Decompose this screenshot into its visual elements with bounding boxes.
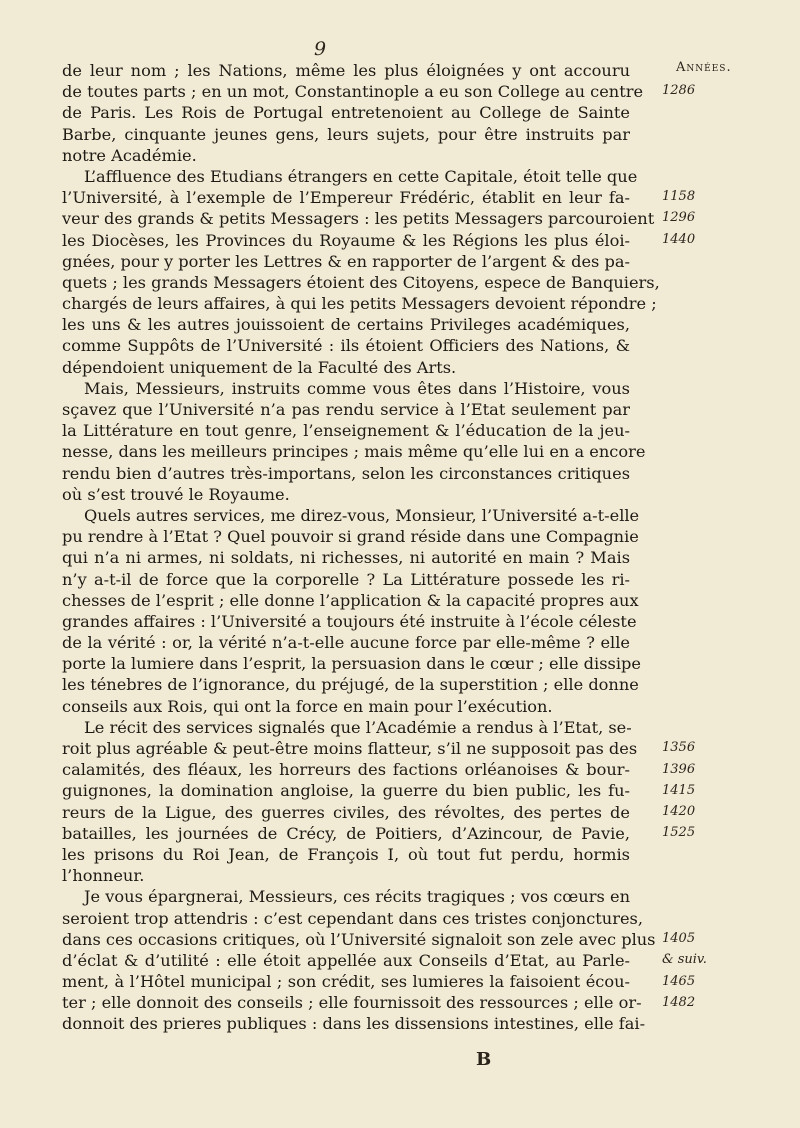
text-line: batailles, les journées de Crécy, de Poitiers, d’Azincour, de Pavie, [62,823,630,843]
margin-year: 1420 [662,804,696,819]
text-line: l’honneur. [62,866,145,886]
text-line: notre Académie. [62,145,197,165]
margin-year: 1158 [662,189,696,205]
text-line: d’éclat & d’utilité : elle étoit appellée aux Conseils d’Etat, au Parle- [62,950,630,970]
margin-year: 1396 [662,761,696,777]
text-line: veur des grands & petits Messagers : les petits Messagers parcouroient [62,209,655,229]
margin-year: 1525 [662,825,696,841]
text-line: ter ; elle donnoit des conseils ; elle fournissoit des ressources ; elle or- [62,993,642,1013]
text-line: reurs de la Ligue, des guerres civiles, des révoltes, des pertes de [62,802,630,822]
text-line: les prisons du Roi Jean, de François I, où tout fut perdu, hormis [62,844,630,864]
text-line: porte la lumiere dans l’esprit, la persuasion dans le cœur ; elle dissipe [62,654,641,674]
text-line: de leur nom ; les Nations, même les plus éloignées y ont accouru [62,61,630,80]
text-line: donnoit des prieres publiques : dans les dissensions intestines, elle fai- [62,1014,646,1034]
margin-year: 1415 [662,782,696,798]
margin-year: 1440 [662,231,696,247]
text-line: comme Suppôts de l’Université : ils étoient Officiers des Nations, & [62,336,630,356]
text-line: sçavez que l’Université n’a pas rendu service à l’Etat seulement par [62,400,630,419]
text-line: nesse, dans les meilleurs principes ; mais même qu’elle lui en a encore [62,442,646,462]
margin-year: & suiv. [662,952,707,968]
text-line: Je vous épargnerai, Messieurs, ces récits tragiques ; vos cœurs en [84,887,630,907]
text-line: Quels autres services, me direz-vous, Monsieur, l’Université a-t-elle [84,505,640,525]
margin-header: Années. [676,60,732,75]
text-line: dans ces occasions critiques, où l’Université signaloit son zele avec plus [62,929,656,949]
text-line: grandes affaires : l’Université a toujours été instruite à l’école céleste [62,611,637,631]
margin-year: 1286 [662,83,696,99]
text-line: seroient trop attendris : c’est cependant dans ces tristes conjonctures, [62,908,643,928]
text-line: les ténebres de l’ignorance, du préjugé, de la superstition ; elle donne [62,675,639,695]
page-number: 9 [314,38,327,60]
body-text [62,60,660,1035]
margin-year: 1356 [662,740,696,756]
text-line: conseils aux Rois, qui ont la force en main pour l’exécution. [62,696,553,716]
text-line: ment, à l’Hôtel municipal ; son crédit, ses lumieres la faisoient écou- [62,972,630,992]
text-line: la Littérature en tout genre, l’enseignement & l’éducation de la jeu- [62,421,630,441]
text-line: chargés de leurs affaires, à qui les petits Messagers devoient répondre ; [62,294,657,314]
text-line: Mais, Messieurs, instruits comme vous êtes dans l’Histoire, vous [84,378,630,398]
text-line: de Paris. Les Rois de Portugal entretenoient au College de Sainte [62,103,630,123]
signature-mark: B [476,1049,492,1070]
text-line: les uns & les autres jouissoient de certains Privileges académiques, [62,315,630,335]
text-line: gnées, pour y porter les Lettres & en rapporter de l’argent & des pa- [62,251,630,271]
margin-year: 1296 [662,210,696,226]
margin-year: 1482 [662,994,696,1010]
text-line: guignones, la domination angloise, la guerre du bien public, les fu- [62,781,630,801]
text-line: de la vérité : or, la vérité n’a-t-elle aucune force par elle-même ? elle [62,633,630,653]
text-line: pu rendre à l’Etat ? Quel pouvoir si grand réside dans une Compagnie [62,527,639,547]
text-line: quets ; les grands Messagers étoient des Citoyens, espece de Banquiers, [62,272,660,292]
text-line: chesses de l’esprit ; elle donne l’application & la capacité propres aux [62,590,639,610]
text-line: roit plus agréable & peut-être moins flatteur, s’il ne supposoit pas des [62,739,638,758]
text-line: calamités, des fléaux, les horreurs des factions orléanoises & bour- [62,760,630,780]
text-line: Le récit des services signalés que l’Académie a rendus à l’Etat, se- [84,717,632,737]
text-line: les Diocèses, les Provinces du Royaume & les Régions les plus éloi- [62,230,630,250]
margin-year: 1405 [662,931,696,947]
text-line: n’y a-t-il de force que la corporelle ? La Littérature possede les ri- [62,569,630,589]
text-line: Barbe, cinquante jeunes gens, leurs sujets, pour être instruits par [62,124,630,144]
text-line: L’affluence des Etudians étrangers en cette Capitale, étoit telle que [84,166,638,186]
text-line: dépendoient uniquement de la Faculté des Arts. [62,357,457,377]
text-line: de toutes parts ; en un mot, Constantinople a eu son College au centre [62,82,644,102]
text-line: qui n’a ni armes, ni soldats, ni richesses, ni autorité en main ? Mais [62,548,630,568]
margin-year: 1465 [662,973,696,989]
text-line: rendu bien d’autres très-importans, selon les circonstances critiques [62,463,630,483]
text-line: l’Université, à l’exemple de l’Empereur Frédéric, établit en leur fa- [62,188,630,208]
text-line: où s’est trouvé le Royaume. [62,484,290,504]
